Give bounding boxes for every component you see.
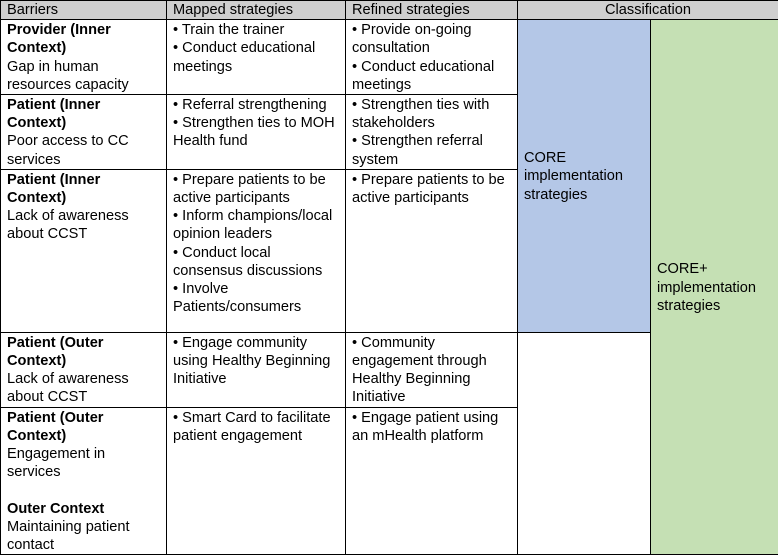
mapped-strategy: • Involve Patients/consumers bbox=[173, 280, 339, 316]
header-mapped-strategies: Mapped strategies bbox=[167, 1, 346, 20]
header-refined-strategies: Refined strategies bbox=[346, 1, 518, 20]
barrier-title: Provider (Inner Context) bbox=[7, 21, 160, 57]
header-barriers: Barriers bbox=[1, 1, 167, 20]
spacer bbox=[7, 481, 160, 499]
barrier-cell bbox=[1, 332, 167, 407]
refined-strategies-cell bbox=[346, 20, 518, 95]
barrier-title: Patient (Inner Context) bbox=[7, 171, 160, 207]
mapped-strategies-cell bbox=[167, 95, 346, 170]
barrier-description: Gap in human resources capacity bbox=[7, 58, 160, 94]
refined-strategies-cell bbox=[346, 169, 518, 332]
barrier-cell bbox=[1, 95, 167, 170]
empty-classification-cell bbox=[518, 332, 651, 554]
refined-strategies-cell bbox=[346, 332, 518, 407]
mapped-strategy: • Train the trainer bbox=[173, 21, 339, 39]
mapped-strategy: • Inform champions/local opinion leaders bbox=[173, 207, 339, 243]
mapped-strategy: • Conduct local consensus discussions bbox=[173, 244, 339, 280]
table-row bbox=[1, 20, 778, 95]
barrier-cell bbox=[1, 169, 167, 332]
barrier-title: Patient (Outer Context) bbox=[7, 409, 160, 445]
refined-strategy: • Engage patient using an mHealth platform bbox=[352, 409, 511, 445]
mapped-strategies-cell bbox=[167, 169, 346, 332]
refined-strategy: • Provide on-going consultation bbox=[352, 21, 511, 57]
refined-strategies-cell bbox=[346, 407, 518, 555]
mapped-strategies-cell bbox=[167, 407, 346, 555]
barrier-cell bbox=[1, 20, 167, 95]
core-plus-label: CORE+ implementation strategies bbox=[657, 261, 756, 313]
barrier-cell bbox=[1, 407, 167, 555]
refined-strategy: • Community engagement through Healthy Beginning Initiative bbox=[352, 334, 511, 407]
refined-strategy: • Strengthen ties with stakeholders bbox=[352, 96, 511, 132]
mapped-strategy: • Referral strengthening bbox=[173, 96, 339, 114]
mapped-strategy: • Prepare patients to be active participants bbox=[173, 171, 339, 207]
core-label: CORE implementation strategies bbox=[524, 150, 623, 202]
mapped-strategy: • Strengthen ties to MOH Health fund bbox=[173, 114, 339, 150]
refined-strategies-cell bbox=[346, 95, 518, 170]
core-plus-classification-cell bbox=[651, 20, 778, 555]
mapped-strategy: • Conduct educational meetings bbox=[173, 39, 339, 75]
barrier-description: Maintaining patient contact bbox=[7, 518, 160, 554]
barrier-title: Patient (Outer Context) bbox=[7, 334, 160, 370]
refined-strategy: • Strengthen referral system bbox=[352, 132, 511, 168]
barrier-description: Poor access to CC services bbox=[7, 132, 160, 168]
header-row bbox=[1, 1, 778, 20]
mapped-strategies-cell bbox=[167, 332, 346, 407]
barrier-title: Patient (Inner Context) bbox=[7, 96, 160, 132]
barrier-description: Lack of awareness about CCST bbox=[7, 207, 160, 243]
barrier-description: Engagement in services bbox=[7, 445, 160, 481]
refined-strategy: • Prepare patients to be active participants bbox=[352, 171, 511, 207]
refined-strategy: • Conduct educational meetings bbox=[352, 58, 511, 94]
barrier-description: Lack of awareness about CCST bbox=[7, 370, 160, 406]
core-classification-cell bbox=[518, 20, 651, 333]
mapped-strategy: • Smart Card to facilitate patient engagement bbox=[173, 409, 339, 445]
barrier-title: Outer Context bbox=[7, 500, 160, 518]
mapped-strategy: • Engage community using Healthy Beginning Initiative bbox=[173, 334, 339, 389]
mapped-strategies-cell bbox=[167, 20, 346, 95]
header-classification: Classification bbox=[518, 1, 778, 20]
